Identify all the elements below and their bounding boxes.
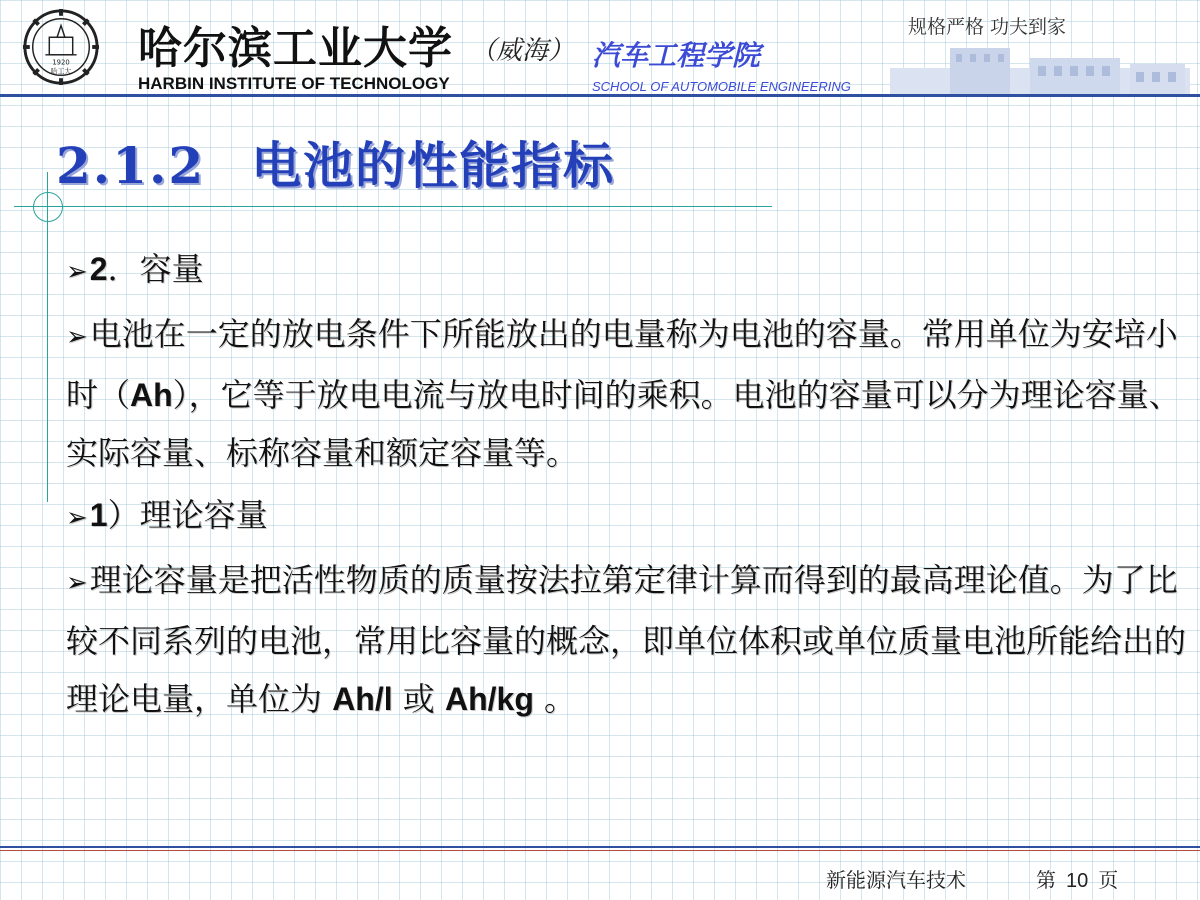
bullet-arrow-icon: ➢ — [66, 257, 88, 287]
campus-name: （威海） — [470, 36, 575, 66]
title-text: 电池的性能指标 — [251, 136, 616, 195]
logo-year: 1920 — [52, 58, 70, 67]
bullet-capacity-definition: ➢电池在一定的放电条件下所能放出的电量称为电池的容量。常用单位为安培小时（Ah），它等于放电电流与放电时间的乘积。电池的容量可以分为理论容量、实际容量、标称容量和额定容量等。 — [66, 315, 1181, 472]
bullet-theoretical-capacity-heading: ➢1）理论容量 — [66, 496, 268, 534]
bullet-capacity-heading: ➢2．容量 — [66, 250, 204, 288]
bullet-arrow-icon: ➢ — [66, 503, 88, 533]
slide-header — [0, 0, 1200, 96]
school-name-en: SCHOOL OF AUTOMOBILE ENGINEERING — [592, 79, 851, 94]
campus-building-graphic — [890, 40, 1190, 94]
university-motto: 规格严格 功夫到家 — [908, 16, 1067, 38]
slide-body — [66, 240, 1186, 732]
bullet-theoretical-capacity-definition: ➢理论容量是把活性物质的质量按法拉第定律计算而得到的最高理论值。为了比较不同系列的电池，常用比容量的概念，即单位体积或单位质量电池所能给出的理论电量，单位为 Ah/l 或 Ah/kg 。 — [66, 561, 1187, 718]
title-underline — [14, 206, 772, 207]
footer-divider — [0, 846, 1200, 848]
school-name-cn: 汽车工程学院 — [592, 39, 761, 72]
accent-circle — [33, 192, 63, 222]
logo-text: 哈工大 — [50, 67, 72, 76]
slide-title — [56, 126, 615, 198]
footer-course-name: 新能源汽车技术 — [826, 868, 966, 892]
university-name-cn: 哈尔滨工业大学 — [138, 23, 453, 74]
header-divider — [0, 94, 1200, 97]
bullet-arrow-icon: ➢ — [66, 568, 88, 598]
section-number: 2.1.2 — [56, 136, 206, 195]
footer-page-indicator: 第 10 页 — [1036, 868, 1119, 892]
bullet-arrow-icon: ➢ — [66, 322, 88, 352]
university-name-en: HARBIN INSTITUTE OF TECHNOLOGY — [138, 74, 450, 93]
university-logo — [22, 8, 100, 86]
page-number: 10 — [1066, 870, 1089, 892]
footer-divider-accent — [0, 850, 1200, 851]
